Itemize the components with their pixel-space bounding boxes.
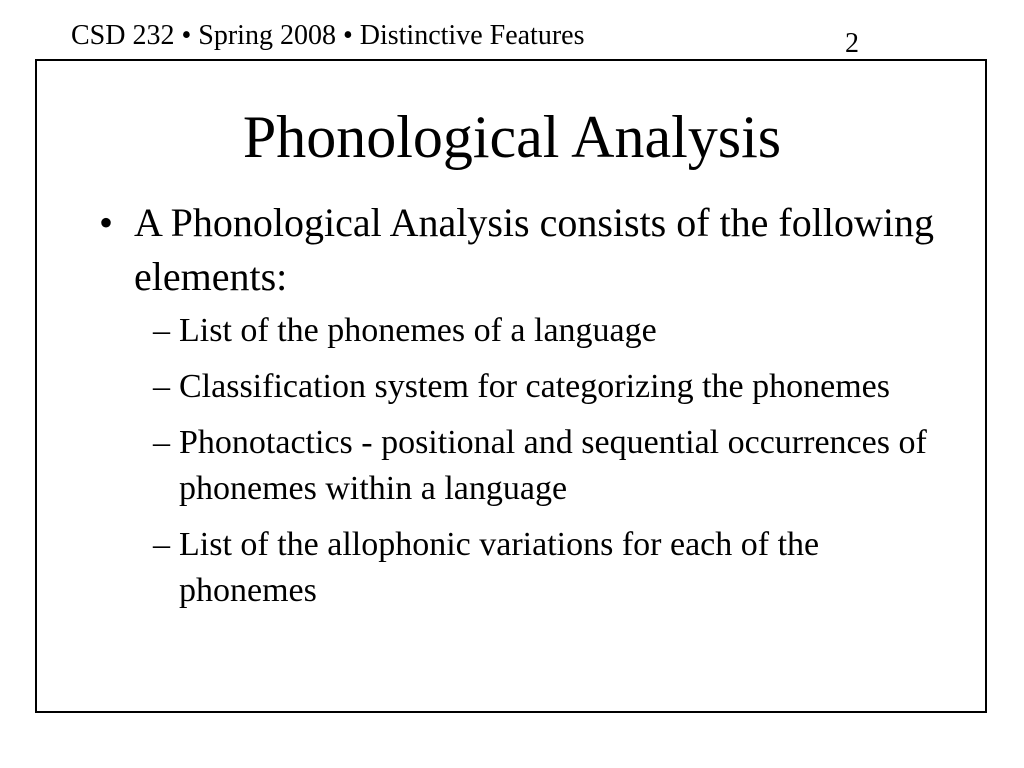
sub-bullet-item <box>96 364 956 410</box>
main-bullet <box>96 196 956 304</box>
main-bullet-text: A Phonological Analysis consists of the following elements: <box>134 200 934 299</box>
slide-title: Phonological Analysis <box>242 104 782 170</box>
sub-bullet-item <box>96 308 956 354</box>
dash-marker: – <box>153 526 170 563</box>
sub-bullet-text: Phonotactics - positional and sequential occurrences of phonemes within a language <box>179 424 927 507</box>
sub-bullet-text: List of the phonemes of a language <box>179 312 657 349</box>
dash-marker: – <box>153 312 170 349</box>
course-header-title: CSD 232 • Spring 2008 • Distinctive Features <box>71 20 585 51</box>
sub-bullet-text: List of the allophonic variations for each of the phonemes <box>179 526 820 609</box>
dash-marker: – <box>153 368 170 405</box>
sub-bullet-list <box>96 308 956 614</box>
bullet-marker: • <box>99 200 114 245</box>
dash-marker: – <box>153 424 170 461</box>
bullet-list <box>96 196 956 624</box>
sub-bullet-item <box>96 522 956 614</box>
page-number: 2 <box>845 28 859 59</box>
sub-bullet-item <box>96 420 956 512</box>
sub-bullet-text: Classification system for categorizing the phonemes <box>179 368 890 405</box>
